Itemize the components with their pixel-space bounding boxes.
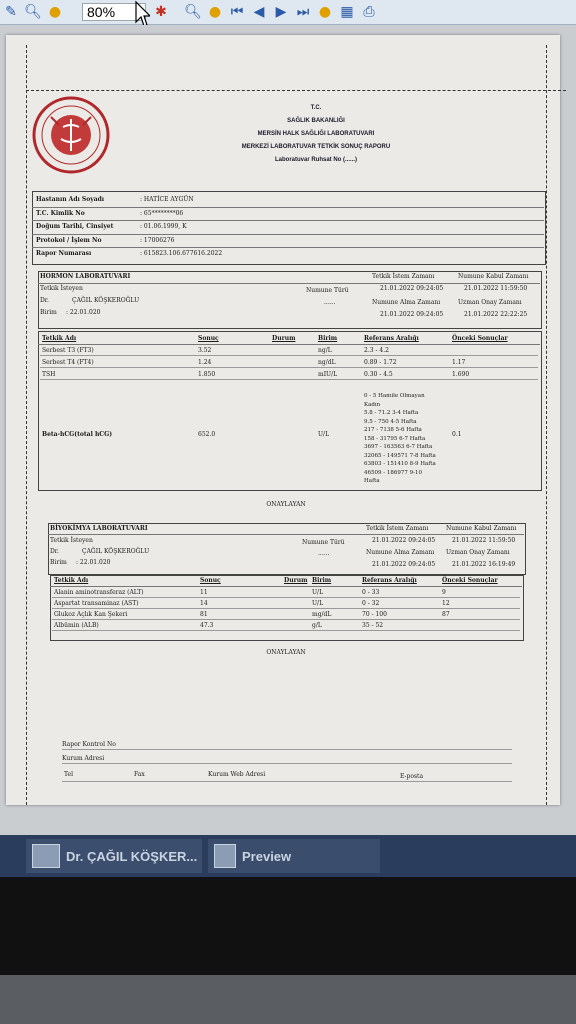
patient-field-value: : 65********06 xyxy=(140,209,184,217)
biyokimya-column-header: Tetkik Adı xyxy=(54,577,89,584)
hcg-prev: 0.1 xyxy=(452,431,462,438)
hormon-cell-result: 1.850 xyxy=(198,371,216,378)
hormon-cell-result: 3.52 xyxy=(198,347,212,354)
header-line-1: T.C. xyxy=(310,105,322,111)
biyokimya-tetkik-isteyen: Tetkik İsteyen xyxy=(50,537,93,544)
hormon-cell-ref: 0.30 - 4.5 xyxy=(364,371,393,378)
biyokimya-onay-label: Uzman Onay Zamanı xyxy=(446,549,510,556)
patient-field-label: Rapor Numarası xyxy=(36,250,92,257)
biyokimya-cell-ref: 35 - 52 xyxy=(362,622,384,629)
bookmark-icon[interactable]: ● xyxy=(318,4,332,20)
hormon-column-header: Referans Aralığı xyxy=(364,335,419,342)
biyokimya-cell-unit: g/L xyxy=(312,622,322,629)
biyokimya-birim-label: Birim xyxy=(50,559,67,566)
biyokimya-title: BİYOKİMYA LABORATUVARI xyxy=(50,525,148,532)
patient-field-value: : 01.06.1999, K xyxy=(140,223,187,230)
hcg-reference-line: Hafta xyxy=(364,478,380,484)
biyokimya-cell-unit: U/L xyxy=(312,589,324,596)
hormon-istem-label: Tetkik İstem Zamanı xyxy=(372,273,435,280)
hormon-doctor: ÇAĞIL KÖŞKEROĞLU xyxy=(72,297,140,304)
biyokimya-cell-unit: U/L xyxy=(312,600,324,607)
monitor-bezel-edge xyxy=(0,975,576,1024)
page-guide-top xyxy=(26,90,566,91)
hormon-birim-label: Birim xyxy=(40,309,57,316)
patient-field-label: Hastanın Adı Soyadı xyxy=(36,196,105,203)
header-line-2: SAĞLIK BAKANLIĞI xyxy=(287,118,345,124)
biyokimya-cell-name: Albümin (ALB) xyxy=(54,622,99,629)
circle-tool-icon[interactable]: ● xyxy=(48,4,62,20)
prev-page-icon[interactable]: ◀ xyxy=(253,4,265,20)
hcg-unit: U/L xyxy=(318,431,330,438)
biyokimya-birim: : 22.01.020 xyxy=(76,559,111,566)
biyokimya-column-header: Sonuç xyxy=(200,577,221,584)
biyokimya-cell-prev: 12 xyxy=(442,600,450,607)
footer-fax: Fax xyxy=(134,771,145,778)
hormon-column-header: Önceki Sonuçlar xyxy=(452,335,508,342)
hormon-dr-label: Dr. xyxy=(40,297,49,304)
biyokimya-row-divider xyxy=(52,630,520,631)
hormon-onaylayan: ONAYLAYAN xyxy=(266,501,306,508)
hormon-tetkik-isteyen: Tetkik İsteyen xyxy=(40,285,83,292)
hcg-result: 652.0 xyxy=(198,431,216,438)
hormon-row-divider xyxy=(40,379,538,380)
biyokimya-kabul-label: Numune Kabul Zamanı xyxy=(446,525,517,532)
hcg-reference-line: 63803 - 151410 8-9 Hafta xyxy=(364,461,436,467)
hormon-onay: 21.01.2022 22:22:25 xyxy=(464,311,528,318)
hormon-row-divider xyxy=(40,355,538,356)
biyokimya-onaylayan: ONAYLAYAN xyxy=(266,649,306,656)
biyokimya-row-divider xyxy=(52,619,520,620)
footer-kurum-adresi: Kurum Adresi xyxy=(62,755,105,762)
hcg-reference-line: 46509 - 186977 9-10 xyxy=(364,469,422,476)
biyokimya-header-divider xyxy=(50,586,522,587)
biyokimya-cell-ref: 0 - 32 xyxy=(362,600,380,607)
biyokimya-cell-name: Glukoz Açlık Kan Şekeri xyxy=(54,611,128,618)
hormon-istem: 21.01.2022 09:24:05 xyxy=(380,285,444,292)
last-page-icon[interactable]: ⏭ xyxy=(296,4,310,20)
biyokimya-doctor: ÇAĞIL KÖŞKEROĞLU xyxy=(82,548,150,555)
patient-row-divider xyxy=(32,234,544,235)
hormon-alma-label: Numune Alma Zamanı xyxy=(372,299,441,306)
hormon-numune-turu: ...... xyxy=(324,299,336,306)
biyokimya-cell-ref: 0 - 33 xyxy=(362,589,380,596)
page-guide-left xyxy=(26,45,27,805)
hormon-title: HORMON LABORATUVARI xyxy=(40,273,131,280)
hormon-alma: 21.01.2022 09:24:05 xyxy=(380,311,444,318)
highlight-icon[interactable]: ● xyxy=(208,4,222,20)
patient-row-divider xyxy=(32,220,544,221)
first-page-icon[interactable]: ⏮ xyxy=(230,4,244,20)
patient-row-divider xyxy=(32,207,544,208)
hormon-title-divider xyxy=(38,283,540,284)
patient-field-value: : HATİCE AYGÜN xyxy=(140,196,194,203)
patient-field-label: T.C. Kimlik No xyxy=(36,209,85,217)
biyokimya-alma: 21.01.2022 09:24:05 xyxy=(372,561,436,568)
hcg-reference-line: 3697 - 163563 6-7 Hafta xyxy=(364,444,433,450)
biyokimya-onay: 21.01.2022 16:19:49 xyxy=(452,561,516,568)
header-line-4: MERKEZİ LABORATUVAR TETKİK SONUÇ RAPORU xyxy=(241,144,391,150)
page-guide-right xyxy=(546,45,547,805)
document-app-icon xyxy=(32,844,60,868)
taskbar-item-document-label: Dr. ÇAĞIL KÖŞKER... xyxy=(66,848,198,864)
viewer-toolbar xyxy=(0,0,576,25)
biyokimya-column-header: Önceki Sonuçlar xyxy=(442,577,498,584)
hormon-column-header: Birim xyxy=(318,335,338,342)
hormon-numune-turu-label: Numune Türü xyxy=(306,287,349,294)
hormon-kabul-label: Numune Kabul Zamanı xyxy=(458,273,529,280)
hcg-reference-line: 0 - 5 Hamile Olmayan xyxy=(364,393,425,399)
zoom-in-icon[interactable]: 🔍︎ xyxy=(184,4,202,20)
hormon-row-divider xyxy=(40,367,538,368)
patient-row-divider xyxy=(32,247,544,248)
document-viewer[interactable] xyxy=(0,25,576,835)
hormon-cell-ref: 0.89 - 1.72 xyxy=(364,359,397,366)
hormon-cell-name: TSH xyxy=(42,371,56,378)
hcg-name: Beta-hCG(total hCG) xyxy=(42,431,113,438)
hcg-reference-line: 32065 - 149571 7-8 Hafta xyxy=(364,452,436,459)
hormon-cell-prev: 1.690 xyxy=(452,371,470,378)
biyokimya-cell-unit: mg/dL xyxy=(312,611,332,618)
hormon-cell-unit: ng/dL xyxy=(318,359,336,366)
footer-tel: Tel xyxy=(64,771,74,778)
biyokimya-cell-name: Aspartat transaminaz (AST) xyxy=(54,600,139,607)
hcg-reference-line: Kadın xyxy=(364,401,381,408)
biyokimya-cell-result: 14 xyxy=(200,600,208,607)
biyokimya-row-divider xyxy=(52,597,520,598)
biyokimya-cell-name: Alanin aminotransferaz (ALT) xyxy=(54,589,144,596)
footer-rapor-kontrol: Rapor Kontrol No xyxy=(62,741,116,748)
patient-field-value: : 17006276 xyxy=(140,236,175,244)
biyokimya-row-divider xyxy=(52,608,520,609)
print-icon[interactable]: ⎙ xyxy=(363,4,375,20)
hormon-cell-unit: mIU/L xyxy=(318,371,338,378)
biyokimya-numune-turu: ...... xyxy=(318,550,330,557)
hormon-cell-name: Serbest T3 (FT3) xyxy=(42,347,94,354)
patient-field-value: : 615823.106.677616.2022 xyxy=(140,250,223,257)
hcg-reference-line: 9.5 - 750 4-5 Hafta xyxy=(364,418,417,425)
footer-web: Kurum Web Adresi xyxy=(208,771,266,778)
taskbar-item-preview[interactable] xyxy=(208,839,380,873)
hcg-reference-line: 158 - 31795 6-7 Hafta xyxy=(364,435,426,442)
hormon-birim: : 22.01.020 xyxy=(66,309,101,316)
grid-icon[interactable]: ▦ xyxy=(340,4,354,20)
report-page xyxy=(6,35,560,805)
header-line-3: MERSİN HALK SAĞLIĞI LABORATUVARI xyxy=(257,131,375,137)
preview-app-icon xyxy=(214,844,236,868)
hormon-cell-unit: ng/L xyxy=(318,347,332,354)
hormon-header-divider xyxy=(38,344,540,345)
hormon-onay-label: Uzman Onay Zamanı xyxy=(458,299,522,306)
biyokimya-istem-label: Tetkik İstem Zamanı xyxy=(366,525,429,532)
footer-eposta: E-posta xyxy=(400,773,424,780)
hormon-column-header: Tetkik Adı xyxy=(42,335,77,342)
biyokimya-cell-result: 11 xyxy=(200,589,208,596)
hormon-cell-result: 1.24 xyxy=(198,359,212,366)
biyokimya-istem: 21.01.2022 09:24:05 xyxy=(372,537,436,544)
hormon-kabul: 21.01.2022 11:59:50 xyxy=(464,285,528,292)
biyokimya-cell-ref: 70 - 100 xyxy=(362,611,387,618)
ministry-logo-icon xyxy=(31,95,111,175)
hormon-cell-prev: 1.17 xyxy=(452,359,466,366)
taskbar-item-document[interactable] xyxy=(26,839,202,873)
biyokimya-kabul: 21.01.2022 11:59:50 xyxy=(452,537,516,544)
hormon-column-header: Durum xyxy=(272,335,296,342)
hcg-reference-line: 5.8 - 71.2 3-4 Hafta xyxy=(364,410,419,416)
hormon-cell-name: Serbest T4 (FT4) xyxy=(42,359,94,366)
next-page-icon[interactable]: ▶ xyxy=(275,4,287,20)
footer-line-2 xyxy=(62,763,512,764)
biyokimya-column-header: Referans Aralığı xyxy=(362,577,417,584)
header-line-5: Laboratuvar Ruhsat No (......) xyxy=(274,157,357,163)
biyokimya-numune-turu-label: Numune Türü xyxy=(302,539,345,546)
patient-field-label: Protokol / İşlem No xyxy=(36,236,102,244)
biyokimya-cell-prev: 9 xyxy=(442,589,446,596)
biyokimya-column-header: Durum xyxy=(284,577,308,584)
footer-line-3 xyxy=(62,781,512,782)
biyokimya-cell-result: 47.3 xyxy=(200,622,214,629)
footer-line-1 xyxy=(62,749,512,750)
taskbar xyxy=(0,835,576,877)
hcg-reference-line: 217 - 7138 5-6 Hafta xyxy=(364,427,422,433)
biyokimya-dr-label: Dr. xyxy=(50,548,59,555)
annotate-icon[interactable]: ✱ xyxy=(155,4,167,20)
patient-field-label: Doğum Tarihi, Cinsiyet xyxy=(36,223,114,230)
hormon-column-header: Sonuç xyxy=(198,335,219,342)
zoom-level-field[interactable]: 80% xyxy=(82,3,146,21)
stamp-icon[interactable]: ✎ xyxy=(5,4,17,20)
biyokimya-title-divider xyxy=(48,534,524,535)
hormon-cell-ref: 2.3 - 4.2 xyxy=(364,347,389,354)
magnifier-icon[interactable]: 🔍︎ xyxy=(24,4,42,20)
biyokimya-cell-prev: 87 xyxy=(442,611,450,618)
biyokimya-cell-result: 81 xyxy=(200,611,208,618)
biyokimya-column-header: Birim xyxy=(312,577,332,584)
biyokimya-alma-label: Numune Alma Zamanı xyxy=(366,549,435,556)
taskbar-item-preview-label: Preview xyxy=(242,848,292,864)
